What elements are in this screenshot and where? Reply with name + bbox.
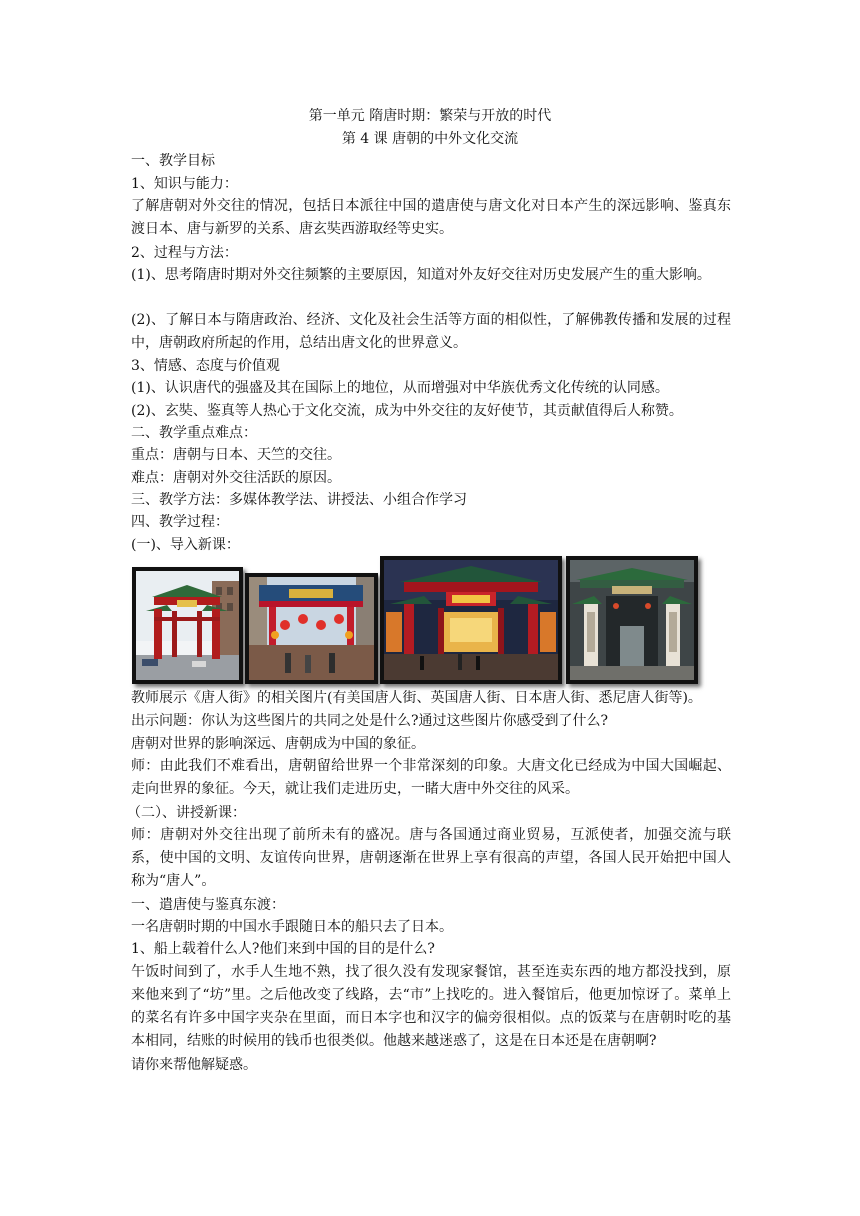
paragraph: 一名唐朝时期的中国水手跟随日本的船只去了日本。 [131, 919, 453, 935]
paragraph: (2)、玄奘、鉴真等人热心于文化交流，成为中外交往的友好使节，其贡献值得后人称赞。 [131, 403, 683, 419]
chinatown-gate-photo-3 [380, 556, 562, 684]
chinatown-gate-photo-1 [132, 567, 243, 684]
section-heading: 二、教学重点难点： [131, 425, 257, 441]
paragraph: 重点：唐朝与日本、天竺的交往。 [131, 447, 341, 463]
section-heading: 四、教学过程： [131, 514, 229, 530]
section-heading: 三、教学方法：多媒体教学法、讲授法、小组合作学习 [131, 492, 467, 508]
unit-title: 第一单元 隋唐时期：繁荣与开放的时代 [308, 108, 552, 124]
paragraph: 师：由此我们不难看出，唐朝留给世界一个非常深刻的印象。大唐文化已经成为中国大国崛起、走向世界的象征。今天，就让我们走进历史，一睹大唐中外交往的风采。 [131, 758, 731, 797]
paragraph: 请你来帮他解疑惑。 [131, 1057, 257, 1073]
paragraph: 师：唐朝对外交往出现了前所未有的盛况。唐与各国通过商业贸易，互派使者，加强交流与联系，使中国的文明、友谊传向世界，唐朝逐渐在世界上享有很高的声望，各国人民开始把中国人称为“唐人”。 [131, 827, 731, 889]
chinatown-gate-photo-2 [245, 573, 378, 684]
section-heading: 一、遣唐使与鉴真东渡： [131, 897, 285, 913]
paragraph: 了解唐朝对外交往的情况，包括日本派往中国的遣唐使与唐文化对日本产生的深远影响、鉴真东渡日本、唐与新罗的关系、唐玄奘西游取经等史实。 [131, 198, 731, 237]
photo-caption: 教师展示《唐人街》的相关图片(有美国唐人街、英国唐人街、日本唐人街、悉尼唐人街等)。 [131, 690, 702, 706]
question: 1、船上载着什么人?他们来到中国的目的是什么? [131, 941, 435, 957]
chinatown-gate-photo-4 [566, 556, 698, 684]
paragraph: 午饭时间到了，水手人生地不熟，找了很久没有发现家餐馆，甚至连卖东西的地方都没找到，原来他来到了“坊”里。之后他改变了线路，去“市”上找吃的。进入餐馆后，他更加惊讶了。菜单上的菜名有许多中国字夹杂在里面，而日本字也和汉字的偏旁很相似。点的饭菜与在唐朝时吃的基本相同，结账的时候用的钱币也很类似。他越来越迷惑了，这是在日本还是在唐朝啊? [131, 964, 731, 1049]
paragraph: 难点：唐朝对外交往活跃的原因。 [131, 470, 341, 486]
subsection-heading: 3、情感、态度与价值观 [131, 358, 280, 374]
subsection-heading: 1、知识与能力： [131, 176, 238, 192]
subsection-heading: 2、过程与方法： [131, 245, 238, 261]
paragraph: (1)、思考隋唐时期对外交往频繁的主要原因，知道对外友好交往对历史发展产生的重大影响。 [131, 267, 711, 283]
paragraph: 唐朝对世界的影响深远、唐朝成为中国的象征。 [131, 736, 425, 752]
paragraph: (2)、了解日本与隋唐政治、经济、文化及社会生活等方面的相似性，了解佛教传播和发展的过程中，唐朝政府所起的作用，总结出唐文化的世界意义。 [131, 312, 731, 351]
subsection-heading: （二）、讲授新课： [127, 805, 246, 821]
lesson-title: 第 4 课 唐朝的中外文化交流 [341, 131, 519, 147]
subsection-heading: (一)、导入新课： [131, 537, 240, 553]
paragraph: (1)、认识唐代的强盛及其在国际上的地位，从而增强对中华族优秀文化传统的认同感。 [131, 380, 669, 396]
section-heading: 一、教学目标 [131, 153, 215, 169]
paragraph: 出示问题：你认为这些图片的共同之处是什么?通过这些图片你感受到了什么? [131, 713, 609, 729]
